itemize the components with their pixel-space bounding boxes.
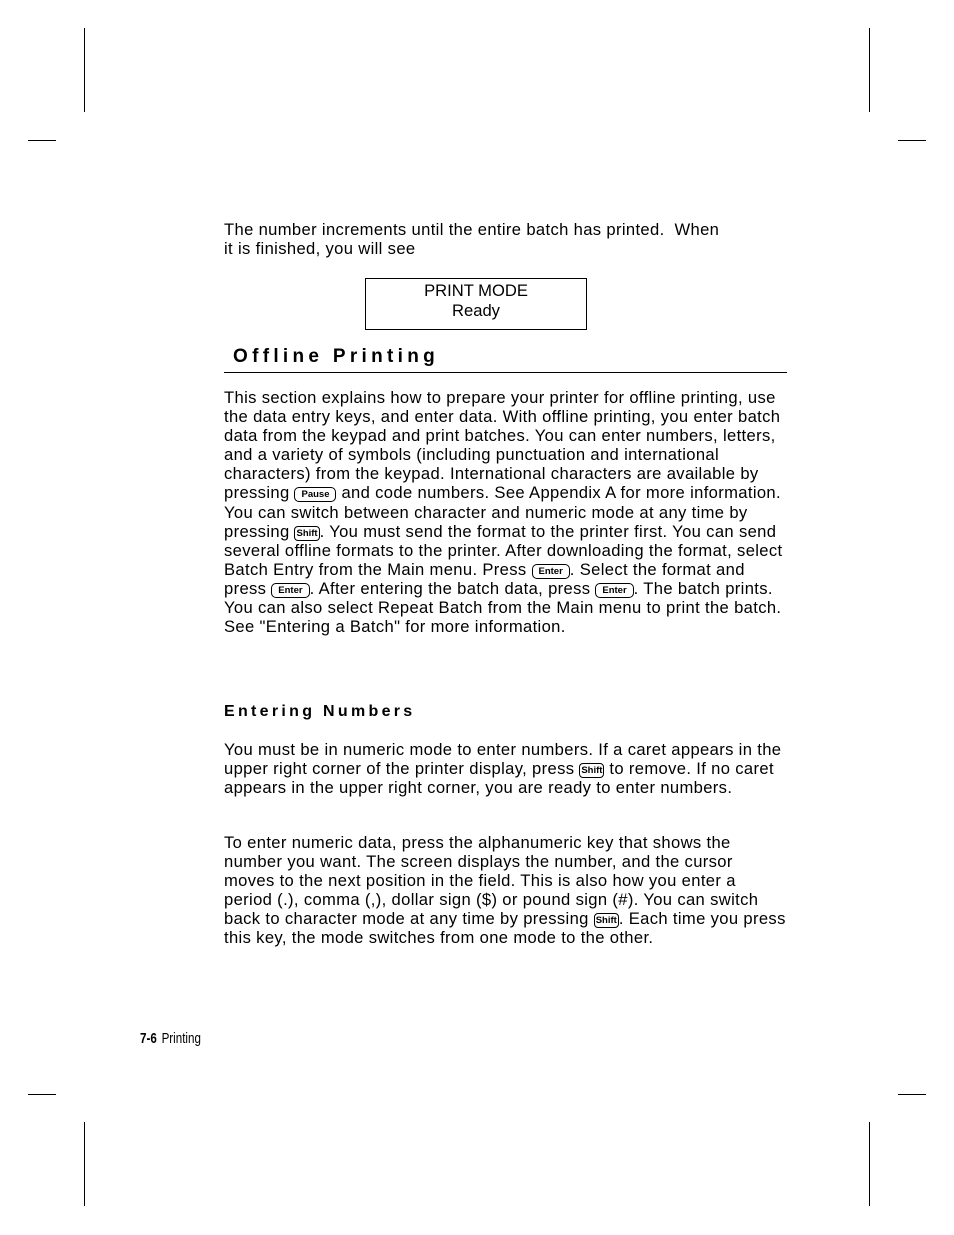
crop-mark [28,140,56,141]
enter-key-icon: Enter [271,583,309,598]
crop-mark [869,28,870,112]
p1-text: . You must send the format to the printer first. You can send several offline formats to the printer. After downloading the format, select Batch Entry from the Main menu. Press [224,521,783,579]
crop-mark [84,1122,85,1206]
shift-key-icon: Shift [296,527,318,539]
subsection-title: Entering Numbers [224,703,416,720]
intro-line-1: The number increments until the entire batch has printed. When [224,220,720,239]
section-title: Offline Printing [233,346,440,367]
p1-text: . The batch prints. You can also select Repeat Batch from the Main menu to print the batch. See "Entering a Batch" for more information. [224,578,782,637]
page-footer [140,1030,201,1048]
display-line-2: Ready [452,300,500,320]
printer-display [365,278,587,330]
crop-mark [898,140,926,141]
p1-text: This section explains how to prepare your printer for offline printing, use the data entry keys, and enter data. With offline printing, you enter batch data from the keypad and print batches. You can enter numbers, letters, and a variety of symbols (including punctuation and international characters) from the keypad. International characters are available by pressing [224,388,781,503]
crop-mark [898,1094,926,1095]
page-number: 7-6 [140,1031,157,1047]
intro-line-2: it is finished, you will see [224,239,416,259]
p2-text: to remove. If no caret appears in the upper right corner, you are ready to enter numbers. [224,759,774,798]
crop-mark [28,1094,56,1095]
p3-text: To enter numeric data, press the alphanumeric key that shows the number you want. The screen displays the number, and the cursor moves to the next position in the field. This is also how you enter a period (.), comma (,), dollar sign ($) or pound sign (#). You can switch back to character mode at any time by pressing [224,833,759,929]
p3-text: . Each time you press this key, the mode switches from one mode to the other. [224,909,786,948]
crop-mark [869,1122,870,1206]
p2-text: You must be in numeric mode to enter numbers. If a caret appears in the upper right corner of the printer display, press [224,740,782,779]
chapter-label: Printing [161,1031,201,1047]
shift-key-icon: Shift [595,915,617,927]
shift-key-icon: Shift [581,765,603,777]
enter-key-icon: Enter [532,564,570,579]
numeric-mode-paragraph [224,740,786,797]
crop-mark [84,28,85,112]
enter-key-icon: Enter [595,583,633,598]
p1-text: . Select the format and press [224,559,745,598]
display-line-1: PRINT MODE [424,281,528,300]
numeric-data-paragraph [224,833,786,948]
section-rule [224,372,787,373]
offline-printing-paragraph [224,388,786,636]
pause-key-icon: Pause [294,487,336,502]
p1-text: and code numbers. See Appendix A for more information. You can switch between character and numeric mode at any time by pressing [224,483,781,541]
intro-paragraph [224,220,786,258]
p1-text: . After entering the batch data, press [309,578,596,598]
